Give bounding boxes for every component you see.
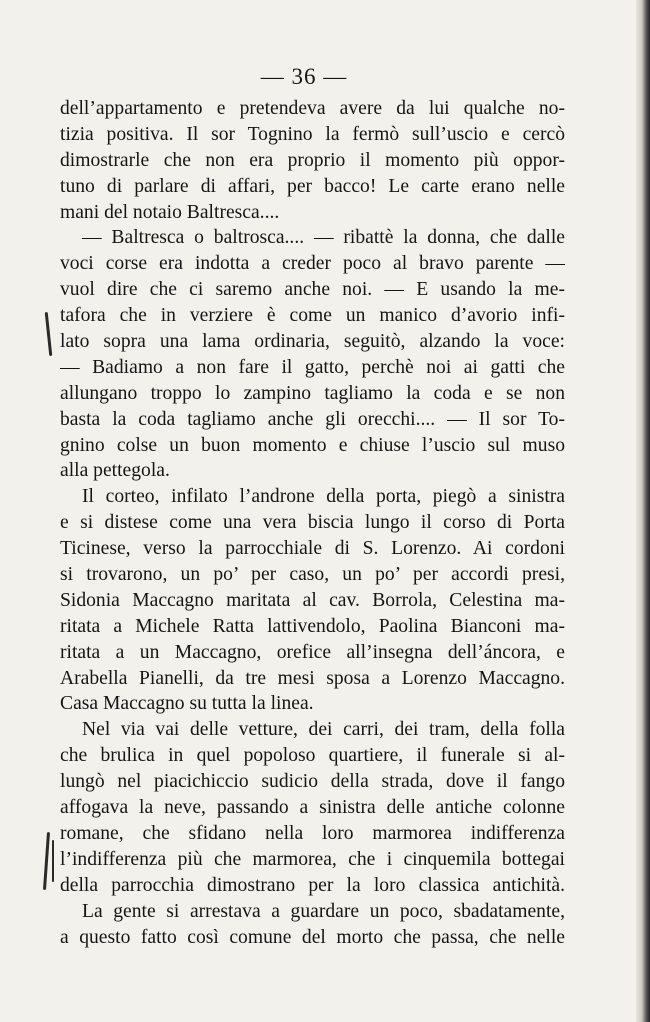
body-text [60,96,565,950]
text-line: Casa Maccagno su tutta la linea. [60,693,314,715]
text-line: allungano troppo lo zampino tagliamo la coda e se non [60,382,565,404]
text-line: — Baltresca o baltrosca.... — ribattè la donna, che dalle [82,227,565,249]
text-line: e si distese come una vera biscia lungo il corso di Porta [60,512,565,534]
text-line: Nel via vai delle vetture, dei carri, dei tram, della folla [82,719,565,741]
text-line: della parrocchia dimostrano per la loro classica antichità. [60,874,565,896]
text-line: lato sopra una lama ordinaria, seguitò, alzando la voce: [60,331,565,353]
text-line: — Badiamo a non fare il gatto, perchè noi ai gatti che [60,356,565,378]
margin-pencil-mark [45,312,53,356]
text-line: l’indifferenza più che marmorea, che i cinquemila bottegai [60,848,565,870]
text-line: affogava la neve, passando a sinistra delle antiche colonne [60,797,565,819]
text-line: tuno di parlare di affari, per bacco! Le carte erano nelle [60,175,565,197]
text-line: lungò nel piacichiccio sudicio della strada, dove il fango [60,771,565,793]
text-line: alla pettegola. [60,460,170,482]
text-line: Il corteo, infilato l’androne della porta, piegò a sinistra [82,486,565,508]
text-line: tafora che in verziere è come un manico d’avorio infi- [60,305,565,327]
text-line: voci corse era indotta a creder poco al bravo parente — [60,253,565,275]
text-line: si trovarono, un po’ per caso, un po’ per accordi presi, [60,564,565,586]
book-spine-edge [636,0,650,1022]
margin-pencil-mark [52,840,54,882]
text-line: mani del notaio Baltresca.... [60,201,280,223]
text-line: La gente si arrestava a guardare un poco, sbadatamente, [82,900,565,922]
text-line: tizia positiva. Il sor Tognino la fermò sull’uscio e cercò [60,123,565,145]
text-line: gnino colse un buon momento e chiuse l’uscio sul muso [60,434,565,456]
text-line: dell’appartamento e pretendeva avere da lui qualche no- [60,98,565,119]
margin-pencil-mark [43,832,50,890]
text-line: Ticinese, verso la parrocchiale di S. Lorenzo. Ai cordoni [60,538,565,560]
text-line: ritata a un Maccagno, orefice all’insegna dell’áncora, e [60,641,565,663]
text-line: basta la coda tagliamo anche gli orecchi.... — Il sor To- [60,408,565,430]
text-line: Arabella Pianelli, da tre mesi sposa a Lorenzo Maccagno. [60,667,565,689]
page-number: — 36 — [260,64,348,89]
text-line: Sidonia Maccagno maritata al cav. Borrola, Celestina ma- [60,589,565,611]
text-line: dimostrarle che non era proprio il momento più oppor- [60,149,565,171]
text-line: ritata a Michele Ratta lattivendolo, Paolina Bianconi ma- [60,615,565,637]
text-line: vuol dire che ci saremo anche noi. — E usando la me- [60,279,565,301]
text-line: a questo fatto così comune del morto che passa, che nelle [60,926,565,948]
text-line: romane, che sfidano nella loro marmorea indifferenza [60,822,565,844]
text-line: che brulica in quel popoloso quartiere, il funerale si al- [60,745,565,767]
